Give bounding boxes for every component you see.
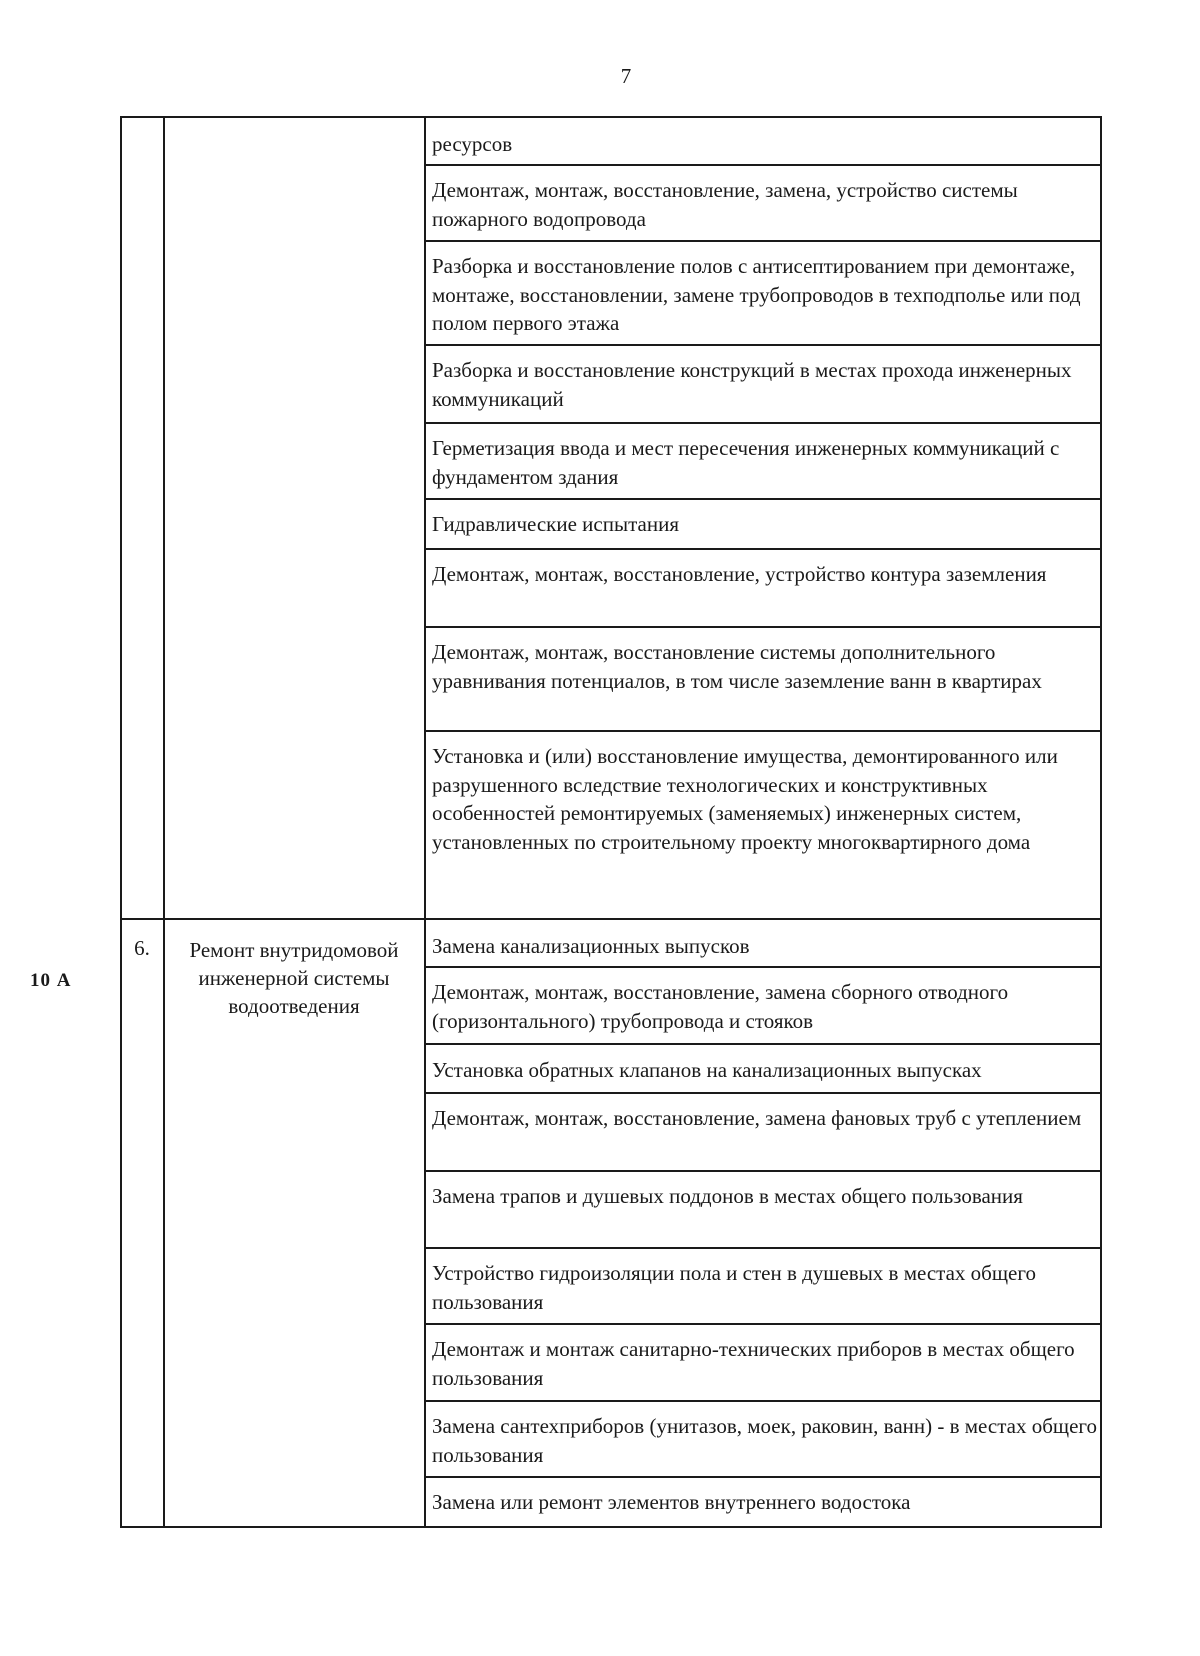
section-name: Ремонт внутридомовой инженерной системы водоотведения: [189, 938, 399, 1018]
table-cell-work: Замена или ремонт элементов внутреннего водостока: [432, 1490, 911, 1514]
row-divider: [424, 1043, 1102, 1045]
table-cell-work: Демонтаж, монтаж, восстановление системы дополнительного уравнивания потенциалов, в том числе заземление ванн в квартирах: [432, 640, 1042, 693]
row-divider: [424, 1323, 1102, 1325]
row-divider: [424, 548, 1102, 550]
row-divider: [424, 240, 1102, 242]
row-divider: [424, 1476, 1102, 1478]
table-cell-work: Замена канализационных выпусков: [432, 934, 750, 958]
column-divider-name: [424, 116, 426, 1528]
column-divider-number: [163, 116, 165, 1528]
table-cell-work: Устройство гидроизоляции пола и стен в душевых в местах общего пользования: [432, 1261, 1036, 1314]
table-cell-work: Демонтаж, монтаж, восстановление, замена, устройство системы пожарного водопровода: [432, 178, 1018, 231]
table-cell-work: Установка обратных клапанов на канализационных выпусках: [432, 1058, 982, 1082]
table-cell-work: Демонтаж, монтаж, восстановление, замена сборного отводного (горизонтального) трубопровода и стояков: [432, 980, 1009, 1033]
table-cell-work: Демонтаж, монтаж, восстановление, замена фановых труб с утеплением: [432, 1106, 1082, 1130]
row-divider: [424, 344, 1102, 346]
table-cell-work: Замена трапов и душевых поддонов в местах общего пользования: [432, 1184, 1023, 1208]
row-divider: [424, 164, 1102, 166]
table-cell-work: ресурсов: [432, 132, 513, 156]
table-cell-work: Герметизация ввода и мест пересечения инженерных коммуникаций с фундаментом здания: [432, 436, 1060, 489]
table-border-bottom: [120, 1526, 1102, 1528]
table-border-top: [120, 116, 1102, 118]
row-divider: [424, 730, 1102, 732]
section-divider: [120, 918, 1102, 920]
table-cell-work: Демонтаж, монтаж, восстановление, устройство контура заземления: [432, 562, 1047, 586]
row-divider: [424, 966, 1102, 968]
table-cell-work: Разборка и восстановление полов с антисептированием при демонтаже, монтаже, восстановлении, замене трубопроводов в техподполье или под полом первого этажа: [432, 254, 1081, 335]
table-border-left: [120, 116, 122, 1528]
row-divider: [424, 1170, 1102, 1172]
table-cell-work: Замена сантехприборов (унитазов, моек, раковин, ванн) - в местах общего пользования: [432, 1414, 1097, 1467]
row-divider: [424, 498, 1102, 500]
section-number: 6.: [134, 936, 150, 960]
row-divider: [424, 626, 1102, 628]
table-cell-work: Разборка и восстановление конструкций в местах прохода инженерных коммуникаций: [432, 358, 1072, 411]
row-divider: [424, 1247, 1102, 1249]
margin-mark: 10 А: [30, 970, 72, 991]
page-number: 7: [620, 64, 632, 88]
row-divider: [424, 1400, 1102, 1402]
row-divider: [424, 1092, 1102, 1094]
table-cell-work: Установка и (или) восстановление имущества, демонтированного или разрушенного вследствие технологических и конструктивных особенностей ремонтируемых (заменяемых) инженерных систем, установленных по строительному проекту многоквартирного дома: [432, 744, 1058, 854]
table-cell-work: Демонтаж и монтаж санитарно-технических приборов в местах общего пользования: [432, 1337, 1075, 1390]
row-divider: [424, 422, 1102, 424]
table-cell-work: Гидравлические испытания: [432, 512, 679, 536]
